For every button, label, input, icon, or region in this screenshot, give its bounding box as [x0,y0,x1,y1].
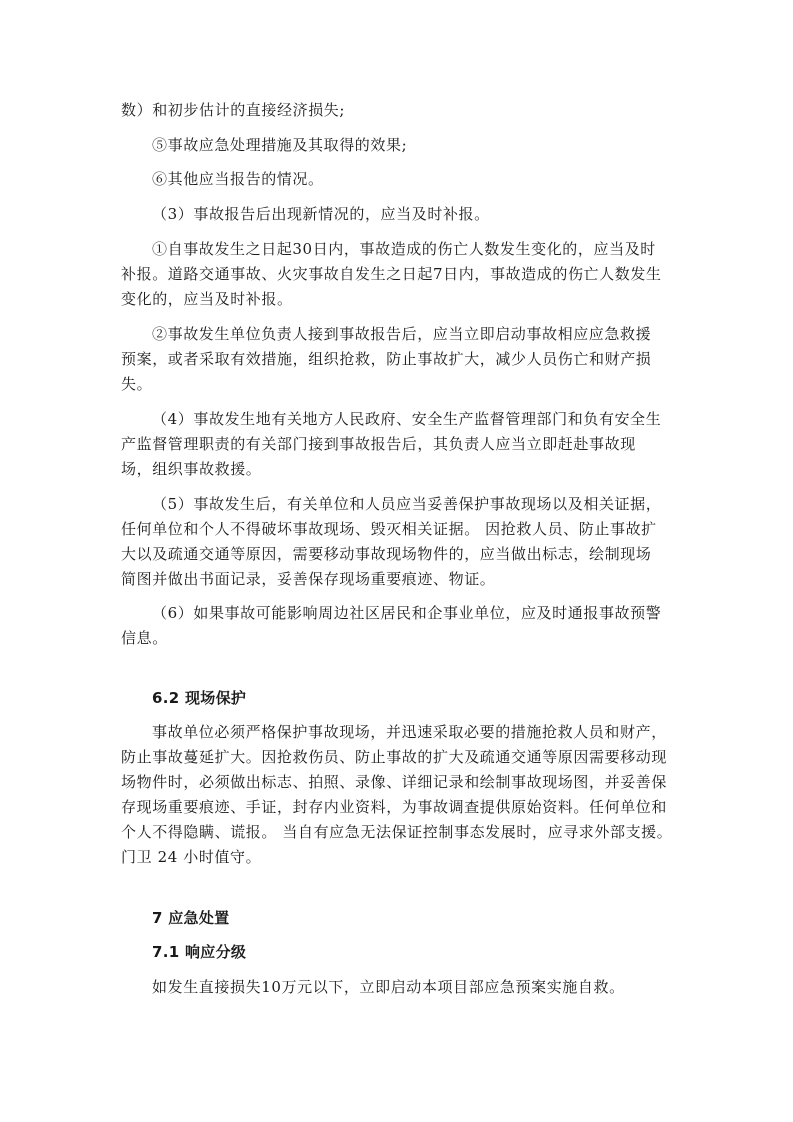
text-line: 事故单位必须严格保护事故现场，并迅速采取必要的措施抢救人员和财产， [152,723,667,741]
text-line: （6）如果事故可能影响周边社区居民和企事业单位，应及时通报事故预警 [152,604,662,622]
text-line: 简图并做出书面记录，妥善保存现场重要痕迹、物证。 [121,570,496,588]
text-line: 产监督管理职责的有关部门接到事故报告后，其负责人应当立即赶赴事故现 [121,435,636,453]
section-heading-6-2: 6.2 现场保护 [152,689,247,707]
text-line: 预案，或者采取有效措施，组织抢救，防止事故扩大，减少人员伤亡和财产损 [121,350,652,368]
text-line: 如发生直接损失10万元以下，立即启动本项目部应急预案实施自救。 [152,978,625,996]
text-line: 门卫 24 小时值守。 [121,848,262,866]
text-line: 任何单位和个人不得破坏事故现场、毁灭相关证据。 因抢救人员、防止事故扩 [121,520,657,538]
text-line: 存现场重要痕迹、手证，封存内业资料，为事故调查提供原始资料。任何单位和 [121,798,668,816]
text-line: （3）事故报告后出现新情况的，应当及时补报。 [152,205,490,223]
text-line: （5）事故发生后，有关单位和人员应当妥善保护事故现场以及相关证据， [152,495,662,513]
text-line: ⑥其他应当报告的情况。 [152,170,324,188]
section-heading-7-1: 7.1 响应分级 [152,943,247,961]
text-line: （4）事故发生地有关地方人民政府、安全生产监督管理部门和负有安全生 [152,410,662,428]
text-line: 信息。 [121,629,168,647]
text-line: 补报。道路交通事故、火灾事故自发生之日起7日内，事故造成的伤亡人数发生 [121,265,662,283]
text-line: ②事故发生单位负责人接到事故报告后，应当立即启动事故相应应急救援 [152,325,652,343]
text-line: 数）和初步估计的直接经济损失; [121,101,346,119]
text-line: ⑤事故应急处理措施及其取得的效果; [152,136,408,154]
section-heading-7: 7 应急处置 [152,909,230,927]
text-line: ①自事故发生之日起30日内，事故造成的伤亡人数发生变化的，应当及时 [152,240,656,258]
text-line: 失。 [121,375,153,393]
text-line: 场，组织事故救援。 [121,460,262,478]
text-line: 场物件时，必须做出标志、拍照、录像、详细记录和绘制事故现场图，并妥善保 [121,773,668,791]
text-line: 防止事故蔓延扩大。因抢救伤员、防止事故的扩大及疏通交通等原因需要移动现 [121,748,668,766]
text-line: 个人不得隐瞒、谎报。 当自有应急无法保证控制事态发展时，应寻求外部支援。 [121,823,673,841]
text-line: 大以及疏通交通等原因，需要移动事故现场物件的，应当做出标志，绘制现场 [121,545,652,563]
text-line: 变化的，应当及时补报。 [121,290,293,308]
